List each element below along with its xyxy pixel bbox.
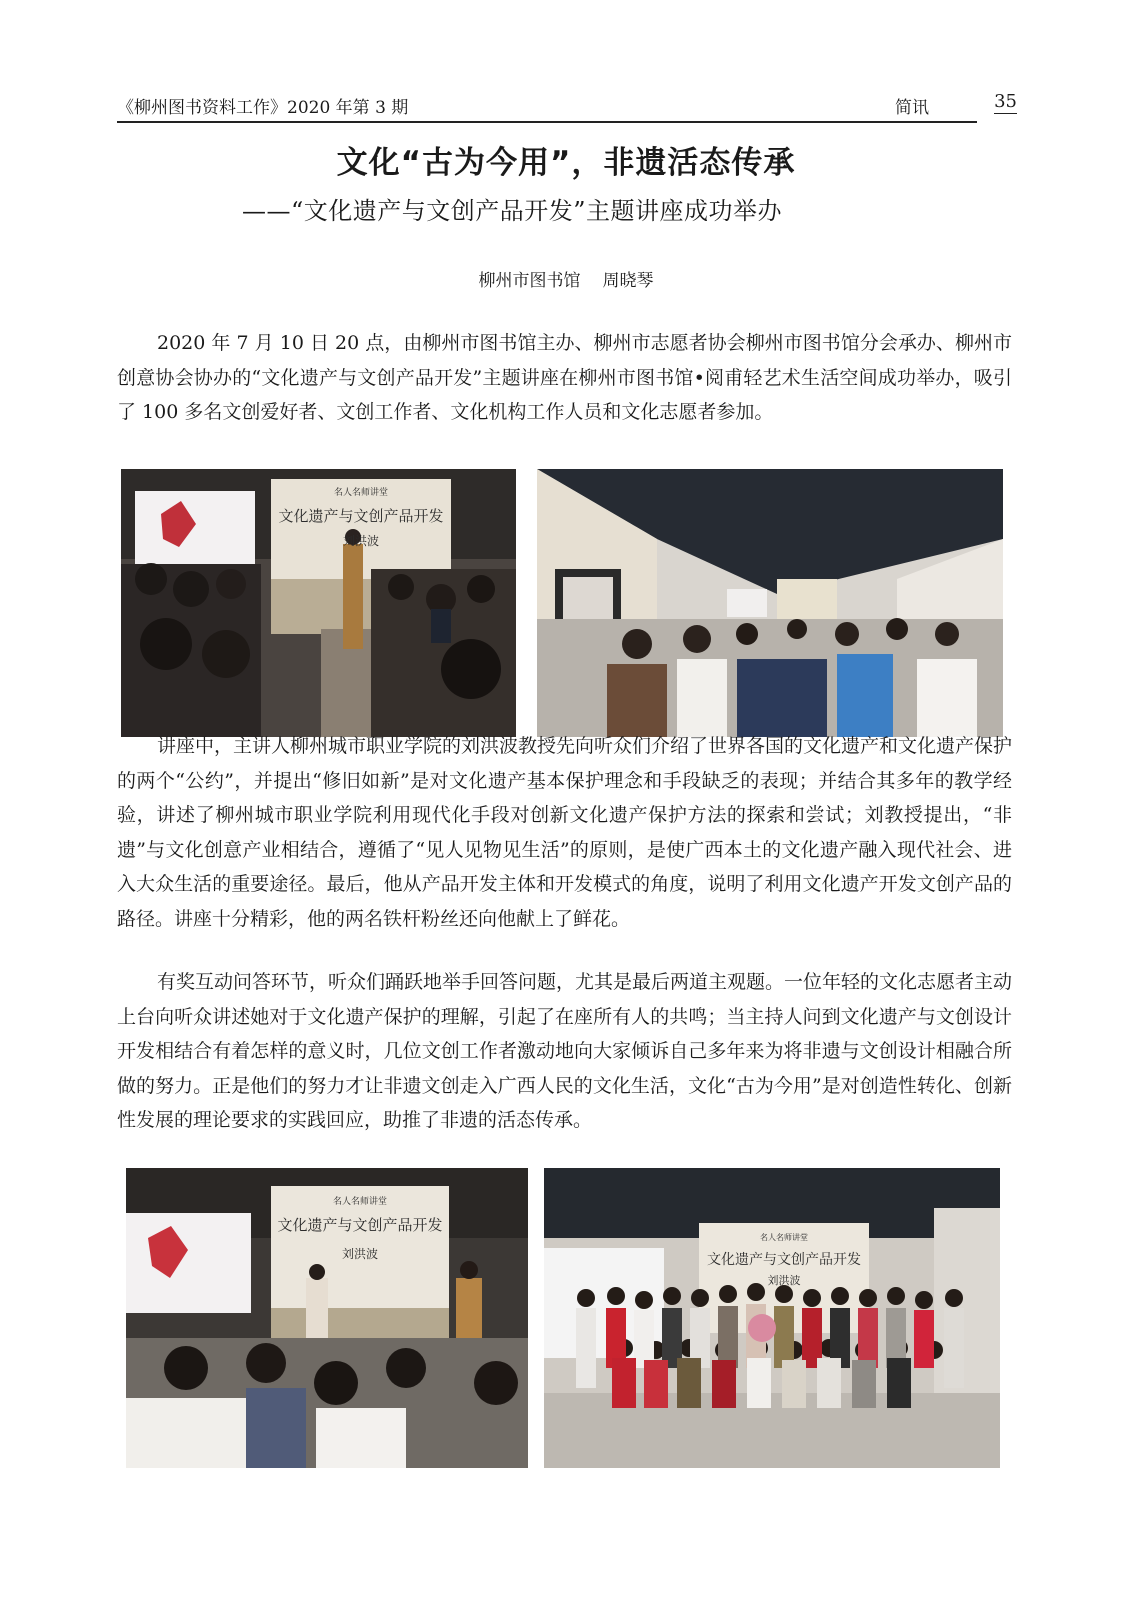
body-paragraph: 2020 年 7 月 10 日 20 点，由柳州市图书馆主办、柳州市志愿者协会柳州市图书馆分会承办、柳州市创意协会协办的“文化遗产与文创产品开发”主题讲座在柳州市图书馆•阅甫轻艺术生活空间成功举办，吸引了 100 多名文创爱好者、文创工作者、文化机构工作人员和文化志愿者参加。: [117, 332, 1012, 423]
byline: [0, 266, 1132, 291]
running-head: [117, 93, 1017, 121]
banner-text: 文化遗产与文创产品开发: [278, 507, 444, 525]
banner-text: 名人名师讲堂: [760, 1233, 808, 1242]
banner-text: 名人名师讲堂: [333, 488, 389, 498]
author-name: 周晓琴: [602, 271, 654, 291]
journal-name: 《柳州图书资料工作》2020 年第 3 期: [117, 98, 409, 118]
lecture-photo-audience: [537, 469, 1003, 737]
banner-text: 文化遗产与文创产品开发: [707, 1252, 861, 1268]
article-subtitle: ——“文化遗产与文创产品开发”主题讲座成功举办: [242, 197, 783, 225]
group-photo: [544, 1168, 1000, 1468]
banner-text: 刘洪波: [342, 534, 380, 548]
author-organization: 柳州市图书馆: [478, 271, 581, 291]
banner-text: 刘洪波: [767, 1274, 801, 1287]
body-paragraph: 讲座中，主讲人柳州城市职业学院的刘洪波教授先向听众们介绍了世界各国的文化遗产和文化遗产保护的两个“公约”，并提出“修旧如新”是对文化遗产基本保护理念和手段缺乏的表现；并结合其多年的教学经验，讲述了柳州城市职业学院利用现代化手段对创新文化遗产保护方法的探索和尝试；刘教授提出，“非遗”与文化创意产业相结合，遵循了“见人见物见生活”的原则，是使广西本土的文化遗产融入现代社会、进入大众生活的重要途径。最后，他从产品开发主体和开发模式的角度，说明了利用文化遗产开发文创产品的路径。讲座十分精彩，他的两名铁杆粉丝还向他献上了鲜花。: [117, 735, 1013, 930]
body-paragraph: 有奖互动问答环节，听众们踊跃地举手回答问题，尤其是最后两道主观题。一位年轻的文化志愿者主动上台向听众讲述她对于文化遗产保护的理解，引起了在座所有人的共鸣；当主持人问到文化遗产与文创设计开发相结合有着怎样的意义时，几位文创工作者激动地向大家倾诉自己多年来为将非遗与文创设计相融合所做的努力。正是他们的努力才让非遗文创走入广西人民的文化生活，文化“古为今用”是对创造性转化、创新性发展的理论要求的实践回应，助推了非遗的活态传承。: [117, 971, 1013, 1131]
banner-text: 文化遗产与文创产品开发: [277, 1216, 443, 1234]
header-rule: [117, 121, 977, 123]
lecture-photo-speaker: [121, 469, 516, 737]
section-label: 简讯: [895, 98, 929, 118]
lecture-photo-volunteer: [126, 1168, 528, 1468]
article-title: 文化“古为今用”，非遗活态传承: [336, 145, 796, 181]
banner-text: 名人名师讲堂: [332, 1197, 388, 1207]
banner-text: 刘洪波: [341, 1247, 379, 1261]
page-number: 35: [994, 91, 1017, 112]
